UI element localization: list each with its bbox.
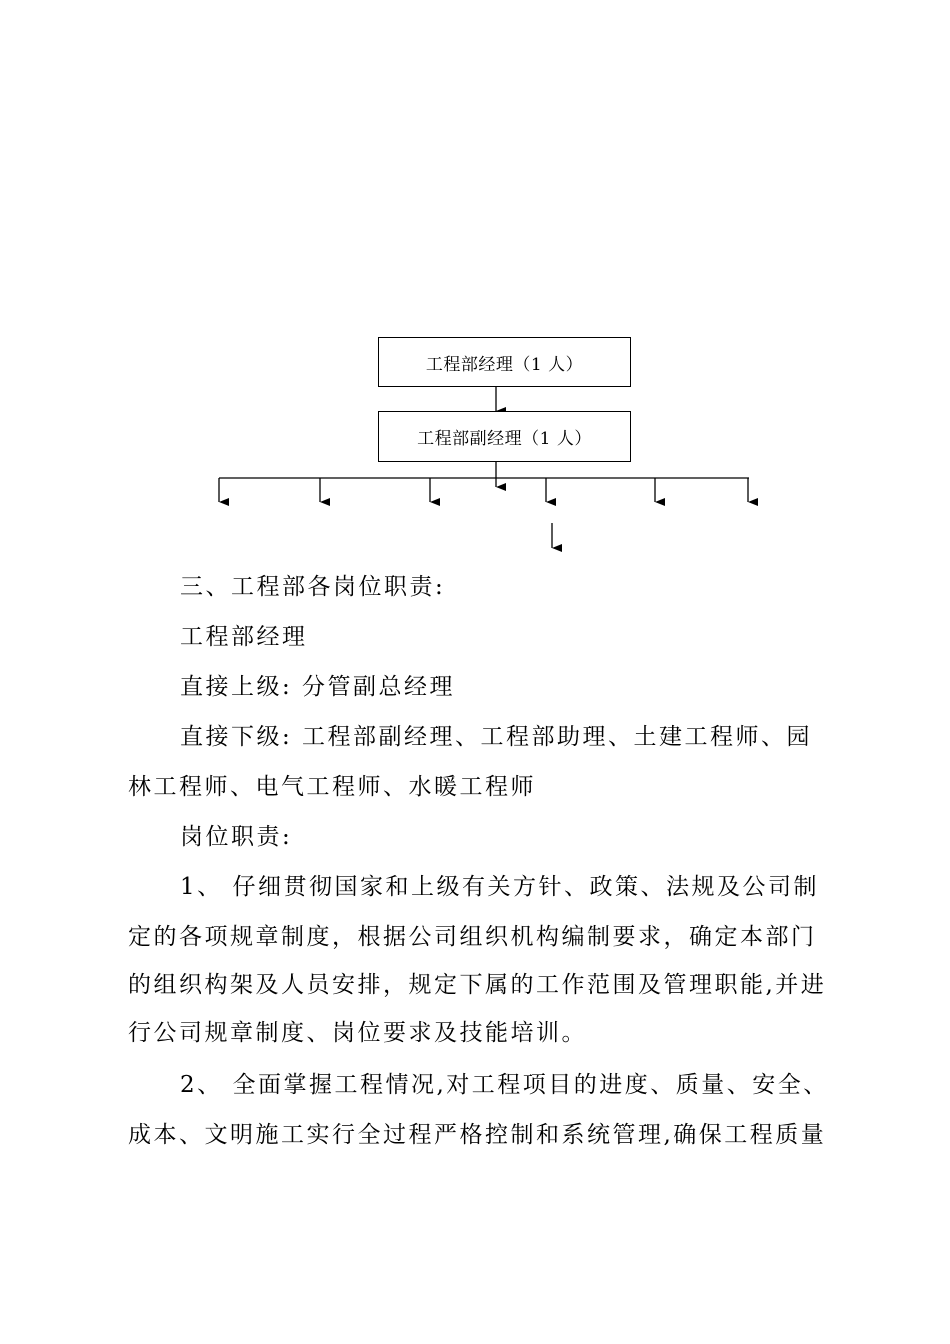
duty-item-1-line-2: 定的各项规章制度，根据公司组织机构编制要求，确定本部门 [128, 924, 817, 950]
direct-subordinates-line-1: 直接下级: 工程部副经理、工程部助理、土建工程师、园 [180, 724, 813, 750]
org-box-deputy-label: 工程部副经理（1 人） [417, 429, 592, 449]
section-heading: 三、工程部各岗位职责: [180, 574, 446, 600]
org-box-manager [378, 337, 631, 387]
duty-item-1-line-3: 的组织构架及人员安排，规定下属的工作范围及管理职能,并进 [128, 972, 827, 998]
org-box-manager-label: 工程部经理（1 人） [425, 354, 584, 375]
position-title: 工程部经理 [180, 624, 308, 650]
duty-item-1-line-1: 1、 仔细贯彻国家和上级有关方针、政策、法规及公司制 [180, 874, 819, 900]
duty-item-2-line-1: 2、 全面掌握工程情况,对工程项目的进度、质量、安全、 [180, 1072, 829, 1098]
direct-superior-line: 直接上级: 分管副总经理 [180, 674, 456, 700]
direct-subordinates-line-2: 林工程师、电气工程师、水暖工程师 [128, 774, 536, 800]
org-box-deputy-manager [378, 411, 631, 462]
duty-item-2-line-2: 成本、文明施工实行全过程严格控制和系统管理,确保工程质量 [128, 1122, 827, 1148]
duty-item-1-line-4: 行公司规章制度、岗位要求及技能培训。 [128, 1020, 587, 1046]
org-chart-connectors [0, 0, 950, 600]
duties-heading: 岗位职责: [180, 824, 293, 850]
